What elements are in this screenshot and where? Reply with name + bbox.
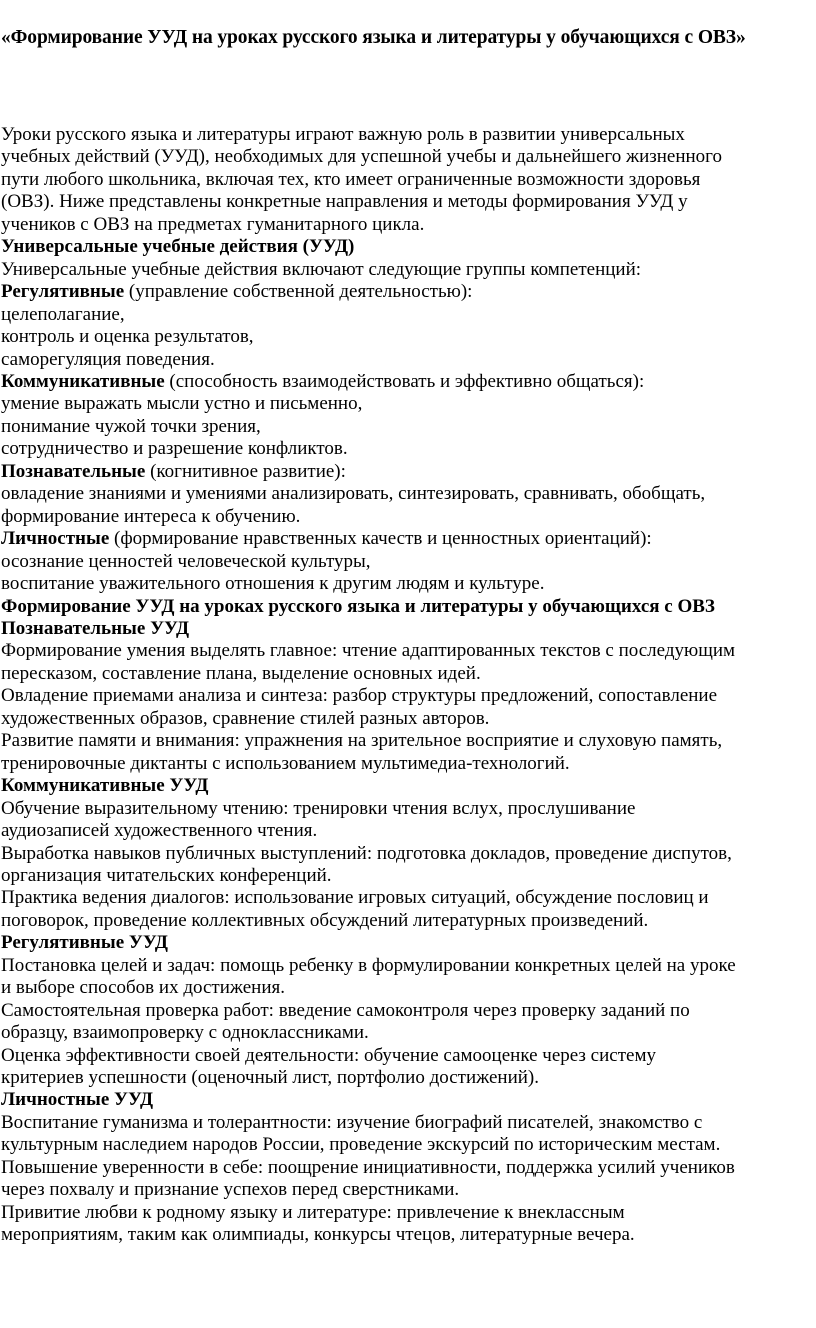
- intro-line: (ОВЗ). Ниже представлены конкретные направления и методы формирования УУД у: [1, 191, 688, 213]
- list-item: саморегуляция поведения.: [1, 348, 215, 370]
- paragraph-line: Практика ведения диалогов: использование игровых ситуаций, обсуждение пословиц и: [1, 887, 709, 909]
- intro-line: учеников с ОВЗ на предметах гуманитарного цикла.: [1, 213, 425, 235]
- list-item: целеполагание,: [1, 303, 125, 325]
- group-regulative: [1, 281, 816, 303]
- paragraph-line: через похвалу и признание успехов перед сверстниками.: [1, 1179, 460, 1201]
- group-desc: (способность взаимодействовать и эффективно общаться):: [164, 370, 645, 392]
- group-desc: (когнитивное развитие):: [145, 460, 346, 482]
- list-item: сотрудничество и разрешение конфликтов.: [1, 438, 348, 460]
- group-communicative: [1, 371, 816, 393]
- group-name: Познавательные: [1, 460, 146, 482]
- section-heading-formation: Формирование УУД на уроках русского языка и литературы у обучающихся с ОВЗ: [1, 595, 715, 617]
- document-title: «Формирование УУД на уроках русского языка и литературы у обучающихся с ОВЗ»: [1, 27, 746, 48]
- list-item: умение выражать мысли устно и письменно,: [1, 393, 363, 415]
- paragraph-line: Овладение приемами анализа и синтеза: разбор структуры предложений, сопоставление: [1, 685, 718, 707]
- section-lead: Универсальные учебные действия включают следующие группы компетенций:: [1, 258, 642, 280]
- group-desc: (формирование нравственных качеств и ценностных ориентаций):: [109, 528, 652, 550]
- document-body: [1, 124, 816, 1247]
- subsection-heading-regulative: Регулятивные УУД: [1, 932, 168, 954]
- paragraph-line: Обучение выразительному чтению: тренировки чтения вслух, прослушивание: [1, 797, 636, 819]
- paragraph-line: Воспитание гуманизма и толерантности: изучение биографий писателей, знакомство с: [1, 1111, 703, 1133]
- paragraph-line: организация читательских конференций.: [1, 864, 332, 886]
- list-item: формирование интереса к обучению.: [1, 505, 301, 527]
- paragraph-line: поговорок, проведение коллективных обсуждений литературных произведений.: [1, 909, 649, 931]
- group-desc: (управление собственной деятельностью):: [124, 281, 473, 303]
- paragraph-line: Оценка эффективности своей деятельности: обучение самооценке через систему: [1, 1044, 656, 1066]
- group-personal: [1, 528, 816, 550]
- group-cognitive: [1, 461, 816, 483]
- paragraph-line: мероприятиям, таким как олимпиады, конкурсы чтецов, литературные вечера.: [1, 1224, 635, 1246]
- list-item: осознание ценностей человеческой культуры,: [1, 550, 371, 572]
- paragraph-line: Повышение уверенности в себе: поощрение инициативности, поддержка усилий учеников: [1, 1156, 735, 1178]
- paragraph-line: Постановка целей и задач: помощь ребенку в формулировании конкретных целей на уроке: [1, 954, 736, 976]
- paragraph-line: художественных образов, сравнение стилей разных авторов.: [1, 707, 490, 729]
- subsection-heading-cognitive: Познавательные УУД: [1, 617, 190, 639]
- paragraph-line: Самостоятельная проверка работ: введение самоконтроля через проверку заданий по: [1, 999, 690, 1021]
- paragraph-line: критериев успешности (оценочный лист, портфолио достижений).: [1, 1067, 540, 1089]
- paragraph-line: пересказом, составление плана, выделение основных идей.: [1, 662, 481, 684]
- group-name: Коммуникативные: [1, 370, 165, 392]
- list-item: контроль и оценка результатов,: [1, 326, 254, 348]
- paragraph-line: Привитие любви к родному языку и литературе: привлечение к внеклассным: [1, 1201, 625, 1223]
- paragraph-line: образцу, взаимопроверку с одноклассниками.: [1, 1022, 369, 1044]
- paragraph-line: и выборе способов их достижения.: [1, 977, 285, 999]
- list-item: воспитание уважительного отношения к другим людям и культуре.: [1, 573, 545, 595]
- section-heading-uud: Универсальные учебные действия (УУД): [1, 236, 355, 258]
- intro-line: пути любого школьника, включая тех, кто имеет ограниченные возможности здоровья: [1, 168, 701, 190]
- paragraph-line: тренировочные диктанты с использованием мультимедиа-технологий.: [1, 752, 570, 774]
- intro-line: Уроки русского языка и литературы играют важную роль в развитии универсальных: [1, 124, 685, 145]
- list-item: овладение знаниями и умениями анализировать, синтезировать, сравнивать, обобщать,: [1, 483, 706, 505]
- paragraph-line: культурным наследием народов России, проведение экскурсий по историческим местам.: [1, 1134, 721, 1156]
- intro-line: учебных действий (УУД), необходимых для успешной учебы и дальнейшего жизненного: [1, 146, 722, 168]
- subsection-heading-communicative: Коммуникативные УУД: [1, 775, 209, 797]
- list-item: понимание чужой точки зрения,: [1, 415, 261, 437]
- subsection-heading-personal: Личностные УУД: [1, 1089, 154, 1111]
- paragraph-line: аудиозаписей художественного чтения.: [1, 820, 318, 842]
- paragraph-line: Формирование умения выделять главное: чтение адаптированных текстов с последующим: [1, 640, 736, 662]
- group-name: Регулятивные: [1, 281, 125, 303]
- paragraph-line: Выработка навыков публичных выступлений: подготовка докладов, проведение диспутов,: [1, 842, 732, 864]
- group-name: Личностные: [1, 528, 110, 550]
- paragraph-line: Развитие памяти и внимания: упражнения на зрительное восприятие и слуховую память,: [1, 730, 723, 752]
